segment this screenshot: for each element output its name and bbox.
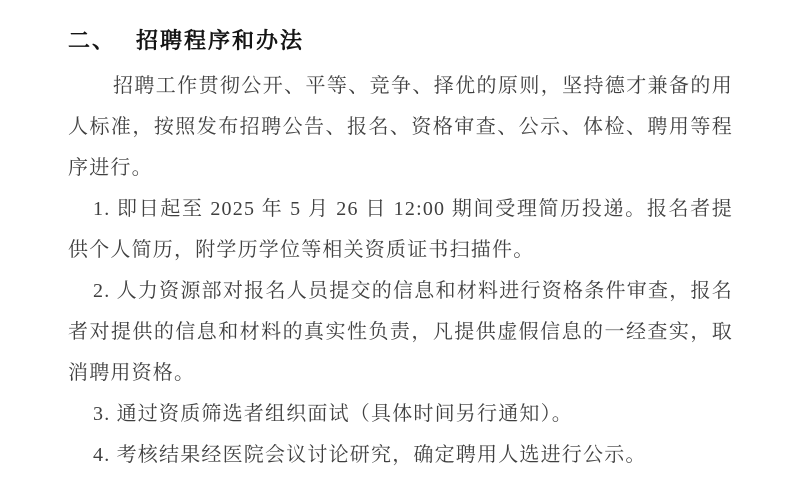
section-number: 二、 [68,28,117,53]
list-item-1: 1. 即日起至 2025 年 5 月 26 日 12:00 期间受理简历投递。报名者提供个人简历，附学历学位等相关资质证书扫描件。 [68,198,733,261]
section-heading [68,26,733,56]
list-item-3: 3. 通过资质筛选者组织面试（具体时间另行通知）。 [93,403,573,425]
section-title: 招聘程序和办法 [136,28,305,53]
intro-paragraph: 招聘工作贯彻公开、平等、竞争、择优的原则，坚持德才兼备的用人标准，按照发布招聘公告、报名、资格审查、公示、体检、聘用等程序进行。 [68,75,733,179]
list-item-4: 4. 考核结果经医院会议讨论研究，确定聘用人选进行公示。 [93,444,647,466]
list-item-2: 2. 人力资源部对报名人员提交的信息和材料进行资格条件审查，报名者对提供的信息和材料的真实性负责，凡提供虚假信息的一经查实，取消聘用资格。 [68,280,733,384]
